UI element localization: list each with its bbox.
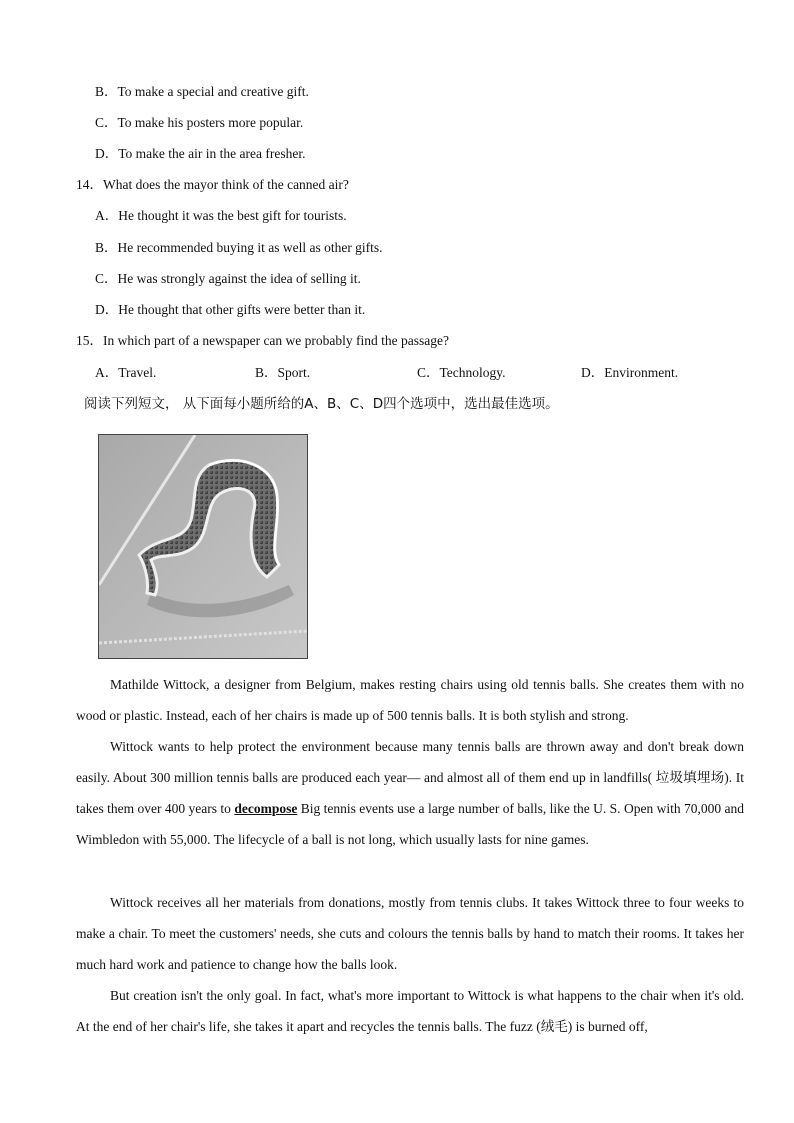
q15-options xyxy=(95,364,735,382)
paragraph-1-text: Mathilde Wittock, a designer from Belgium, makes resting chairs using old tennis balls. She creates them with no wood or plastic. Instead, each of her chairs is made up of 500 tennis balls. It is both stylish and strong. xyxy=(76,677,744,723)
paragraph-3-text: Wittock receives all her materials from donations, mostly from tennis clubs. It takes Wittock three to four weeks to make a chair. To meet the customers' needs, she cuts and colours the tennis balls by hand to match their rooms. It takes her much hard work and patience to change how the balls look. xyxy=(76,895,744,972)
q15-option-c: C．Technology. xyxy=(417,365,506,380)
keyword-decompose: decompose xyxy=(234,801,298,816)
option-b: B．To make a special and creative gift. xyxy=(95,84,309,99)
q14-option-d: D．He thought that other gifts were better than it. xyxy=(95,302,366,317)
q14-option-b: B．He recommended buying it as well as other gifts. xyxy=(95,240,383,255)
section-instruction: 阅读下列短文， 从下面每小题所给的A、B、C、D四个选项中，选出最佳选项。 xyxy=(84,396,559,412)
q15-option-d: D．Environment. xyxy=(581,365,679,380)
question-15: 15．In which part of a newspaper can we probably find the passage? xyxy=(76,333,449,348)
paragraph-4-text: But creation isn't the only goal. In fact, what's more important to Wittock is what happens to the chair when it's old. At the end of her chair's life, she takes it apart and recycles the tennis balls. The fuzz (绒毛) is burned off, xyxy=(76,988,744,1034)
paragraph-2-text-after: Big tennis events use a large number of balls, like the U. S. Open with 70,000 and Wimbledon with 55,000. The lifecycle of a ball is not long, which usually lasts for nine games. xyxy=(76,801,744,847)
paragraph-2-text-before: Wittock wants to help protect the environment because many tennis balls are thrown away and don't break down easily. About 300 million tennis balls are produced each year— and almost all of them end up in landfills( 垃圾填埋场). It takes them over 400 years to xyxy=(76,739,744,816)
q15-option-a: A．Travel. xyxy=(95,365,157,380)
q14-option-c: C．He was strongly against the idea of selling it. xyxy=(95,271,361,286)
q14-option-a: A．He thought it was the best gift for tourists. xyxy=(95,208,347,223)
option-d: D．To make the air in the area fresher. xyxy=(95,146,306,161)
option-c: C．To make his posters more popular. xyxy=(95,115,304,130)
tennis-ball-chair-photo xyxy=(98,434,308,659)
question-14: 14．What does the mayor think of the canned air? xyxy=(76,177,349,192)
passage-paragraph-4 xyxy=(76,980,744,1042)
q15-option-b: B．Sport. xyxy=(255,365,311,380)
passage-paragraph-3 xyxy=(76,887,744,980)
passage-paragraph-2 xyxy=(76,731,744,855)
passage-paragraph-1 xyxy=(76,669,744,731)
